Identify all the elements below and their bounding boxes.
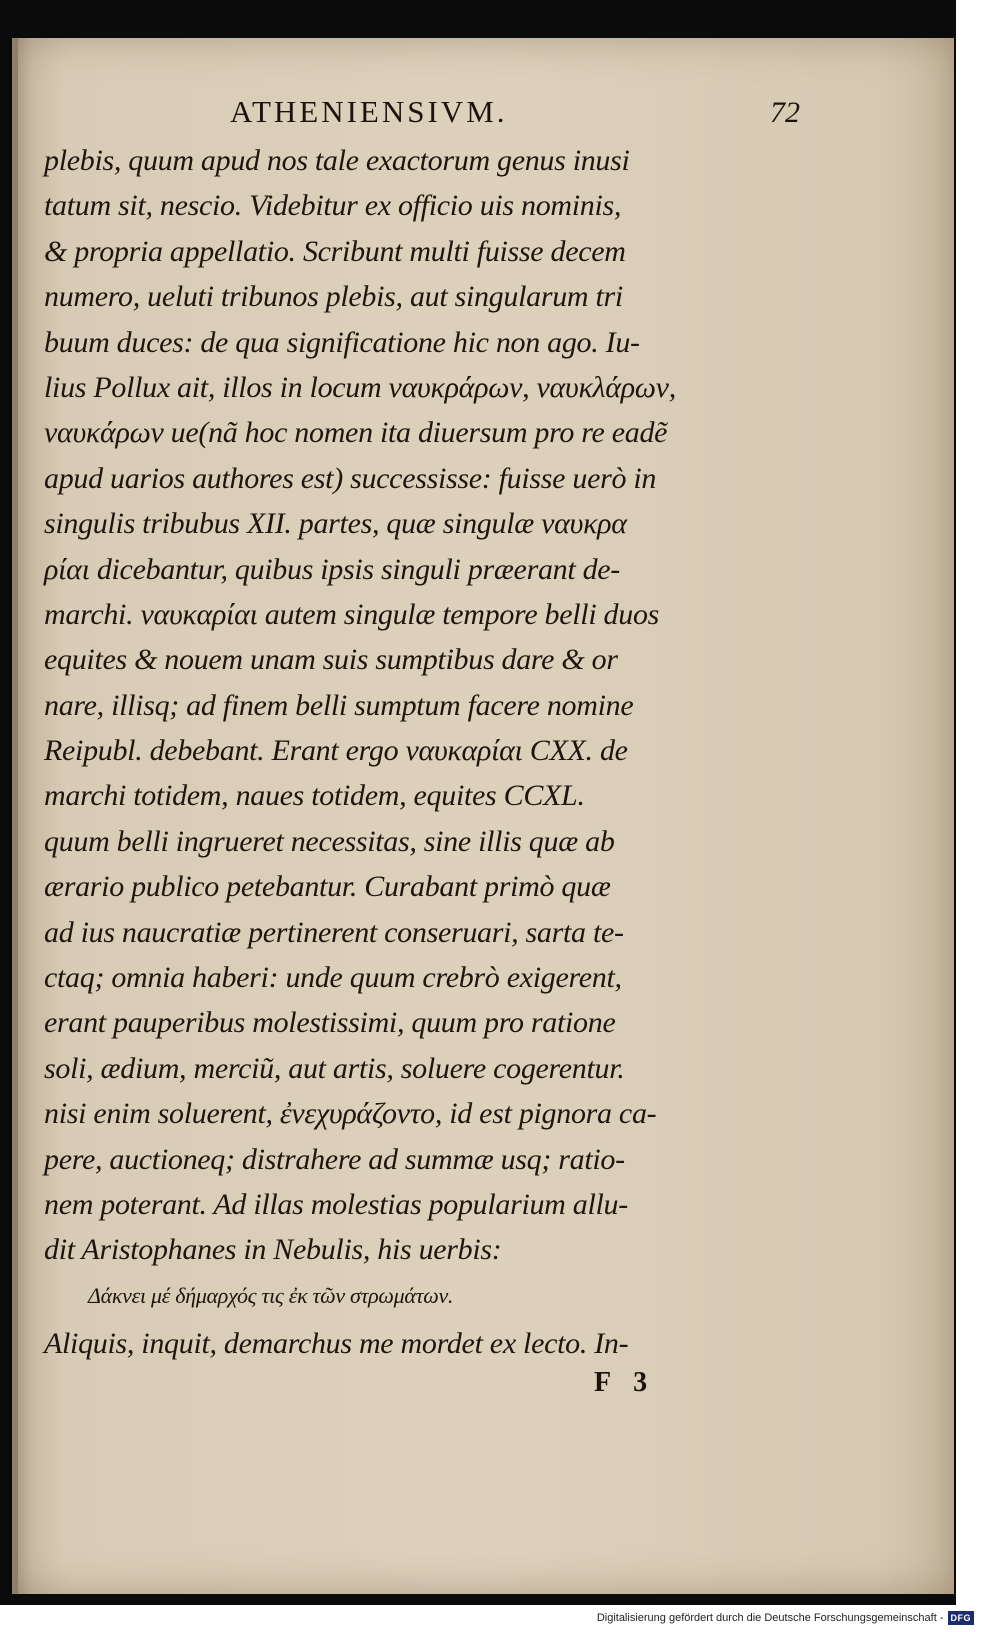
page-edge xyxy=(12,38,18,1594)
text-line: equites & nouem unam suis sumptibus dare & or xyxy=(44,643,618,677)
running-title: ATHENIENSIVM. xyxy=(230,94,508,129)
text-line: plebis, quum apud nos tale exactorum genus inusi xyxy=(44,144,630,177)
body-text xyxy=(44,138,744,1366)
text-line: buum duces: de qua significatione hic non ago. Iu- xyxy=(44,325,640,359)
page-header xyxy=(40,94,960,134)
text-line: nem poterant. Ad illas molestias popularium allu- xyxy=(44,1187,628,1221)
text-line: ad ius naucratiæ pertinerent conseruari, sarta te- xyxy=(44,915,624,949)
text-line: lius Pollux ait, illos in locum ναυκράρων, ναυκλάρων, xyxy=(44,370,676,404)
text-line: ærario publico petebantur. Curabant primò quæ xyxy=(44,870,611,904)
text-line: apud uarios authores est) successisse: fuisse uerò in xyxy=(44,461,657,495)
text-line: numero, ueluti tribunos plebis, aut singularum tri xyxy=(44,280,623,314)
text-line: pere, auctioneq; distrahere ad summæ usq; ratio- xyxy=(44,1142,625,1176)
text-line: dit Aristophanes in Nebulis, his uerbis: xyxy=(44,1233,502,1267)
text-line: tatum sit, nescio. Videbitur ex officio uis nominis, xyxy=(44,189,622,223)
text-line: Reipubl. debebant. Erant ergo ναυκαρίαι CXX. de xyxy=(44,734,628,768)
dfg-logo: DFG xyxy=(948,1611,975,1625)
text-line: & propria appellatio. Scribunt multi fuisse decem xyxy=(44,234,626,268)
page-number: 72 xyxy=(770,96,800,129)
text-line: nare, illisq; ad finem belli sumptum facere nomine xyxy=(44,688,634,722)
text-line: marchi totidem, naues totidem, equites CCXL. xyxy=(44,779,585,813)
text-line: ρίαι dicebantur, quibus ipsis singuli præerant de- xyxy=(44,552,620,586)
text-line: ναυκάρων ue(nã hoc nomen ita diuersum pro re eadẽ xyxy=(44,416,668,450)
text-line-last: Aliquis, inquit, demarchus me mordet ex lecto. In- xyxy=(44,1326,629,1360)
text-line: soli, ædium, merciũ, aut artis, soluere cogerentur. xyxy=(44,1051,625,1085)
text-line: singulis tribubus XII. partes, quæ singulæ ναυκρα xyxy=(44,507,627,541)
greek-quote: Δάκνει μέ δήμαρχός τις ἐκ τῶν στρωμάτων. xyxy=(88,1282,454,1308)
text-line: nisi enim soluerent, ἐνεχυράζοντο, id est pignora ca- xyxy=(44,1097,657,1131)
footer-credit: Digitalisierung gefördert durch die Deutsche Forschungsgemeinschaft - xyxy=(596,1612,944,1624)
text-line: ctaq; omnia haberi: unde quum crebrò exigerent, xyxy=(44,961,622,995)
signature-mark: F 3 xyxy=(594,1367,656,1398)
text-line: marchi. ναυκαρίαι autem singulæ tempore belli duos xyxy=(44,597,660,631)
digitization-footer xyxy=(597,1608,974,1628)
text-line: erant pauperibus molestissimi, quum pro ratione xyxy=(44,1006,616,1040)
text-line: quum belli ingrueret necessitas, sine illis quæ ab xyxy=(44,824,615,858)
